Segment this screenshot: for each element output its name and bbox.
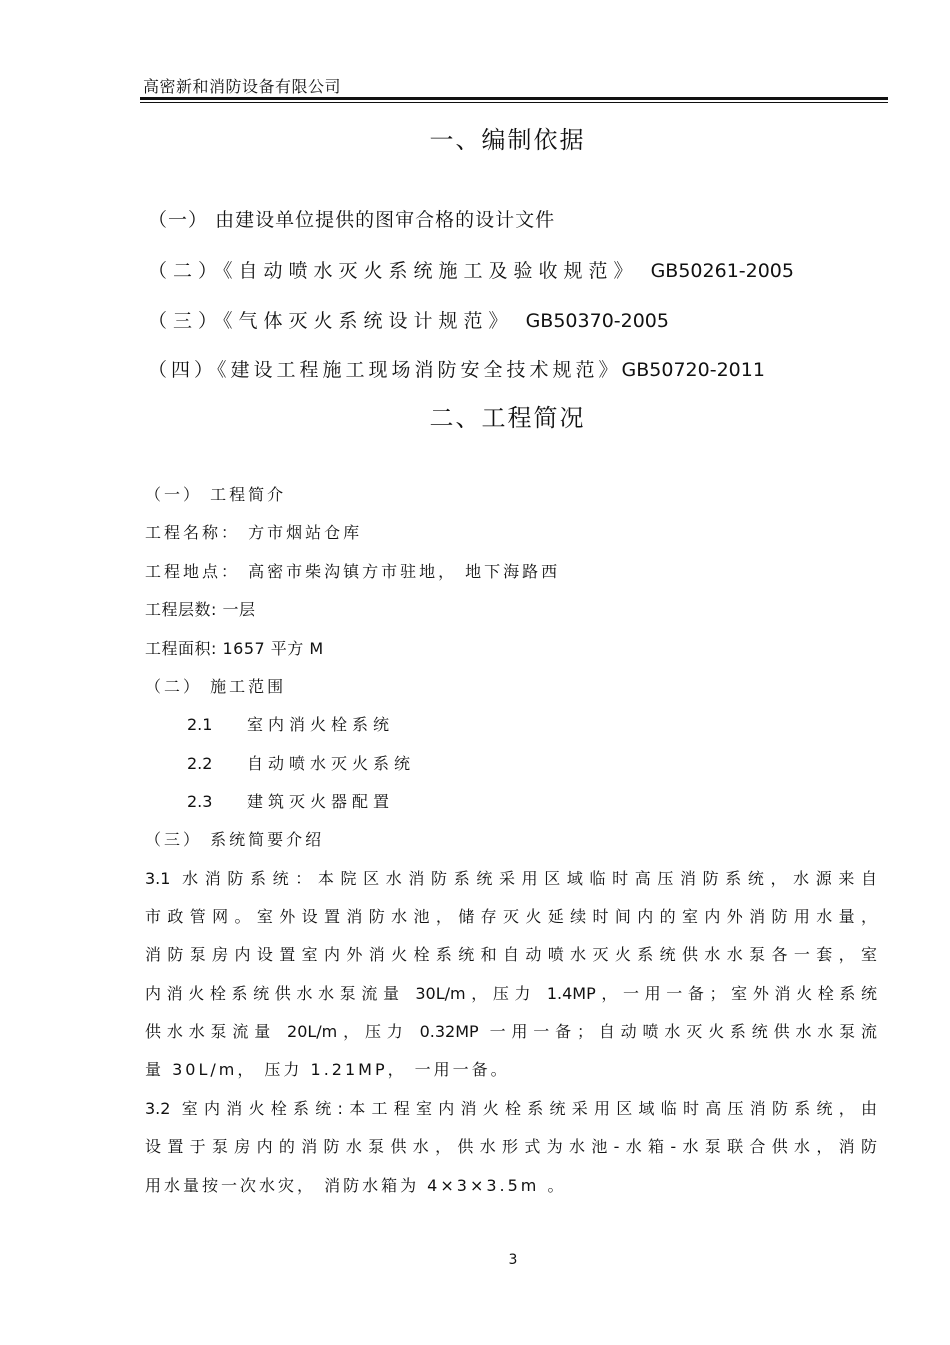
- para-3-1-line: 内消火栓系统供水水泵流量 30L/m，压力 1.4MP，一用一备；室外消火栓系统: [145, 984, 877, 1003]
- reference-item-1: [148, 205, 555, 232]
- para-3-1-line: 量 30L/m， 压力 1.21MP， 一用一备。: [145, 1060, 510, 1079]
- scope-item-text: 室内消火栓系统: [247, 715, 395, 734]
- project-location: 工程地点： 高密市柴沟镇方市驻地， 地下海路西: [145, 562, 561, 581]
- system-heading: （三） 系统简要介绍: [145, 830, 325, 849]
- reference-code: GB50720-2011: [621, 359, 765, 381]
- para-3-1-line: 消防泵房内设置室内外消火栓系统和自动喷水灭火系统供水水泵各一套，室: [145, 945, 877, 964]
- reference-label: （四）: [148, 359, 218, 381]
- section2-title: 二、工程简况: [429, 404, 586, 432]
- para-3-1-line: 3.1 水消防系统：本院区水消防系统采用区域临时高压消防系统，水源来自: [145, 869, 877, 888]
- reference-label: （三）: [148, 310, 224, 332]
- reference-item-4: [148, 355, 765, 382]
- para-3-2-line: 用水量按一次水灾， 消防水箱为 4×3×3.5m 。: [145, 1176, 567, 1195]
- reference-item-2: [148, 256, 794, 283]
- company-name: 高密新和消防设备有限公司: [143, 77, 342, 96]
- reference-code: GB50261-2005: [650, 260, 794, 282]
- scope-item-number: 2.3: [187, 792, 213, 811]
- scope-item-number: 2.1: [187, 715, 213, 734]
- para-3-2-line: 3.2 室内消火栓系统:本工程室内消火栓系统采用区域临时高压消防系统，由: [145, 1099, 877, 1118]
- reference-item-3: [148, 306, 669, 333]
- intro-heading: （一） 工程简介: [145, 485, 287, 504]
- reference-label: （一）: [148, 209, 209, 231]
- reference-text: 《自动喷水灭火系统施工及验收规范》: [223, 260, 639, 282]
- project-floors: 工程层数: 一层: [145, 600, 256, 619]
- para-3-1-line: 市政管网。室外设置消防水池，储存灭火延续时间内的室内外消防用水量，: [145, 907, 877, 926]
- project-area: 工程面积: 1657 平方 M: [145, 639, 324, 658]
- para-3-1-line: 供水水泵流量 20L/m，压力 0.32MP 一用一备；自动喷水灭火系统供水水泵流: [145, 1022, 877, 1041]
- reference-text: 《气体灭火系统设计规范》: [223, 310, 514, 332]
- section1-title: 一、编制依据: [429, 126, 586, 154]
- reference-text: 《建设工程施工现场消防安全技术规范》: [217, 359, 622, 381]
- reference-code: GB50370-2005: [525, 310, 669, 332]
- page-number: 3: [508, 1252, 518, 1268]
- scope-item-text: 自动喷水灭火系统: [247, 754, 416, 773]
- reference-text: 由建设单位提供的图审合格的设计文件: [215, 209, 556, 231]
- scope-item-number: 2.2: [187, 754, 213, 773]
- scope-item-2: [187, 751, 415, 774]
- scope-item-3: [187, 789, 394, 812]
- header-rule-thin: [140, 102, 888, 103]
- scope-item-1: [187, 712, 394, 735]
- scope-heading: （二） 施工范围: [145, 677, 287, 696]
- para-3-2-line: 设置于泵房内的消防水泵供水，供水形式为水池-水箱-水泵联合供水，消防: [145, 1137, 877, 1156]
- project-name: 工程名称： 方市烟站仓库: [145, 523, 363, 542]
- header-rule-thick: [140, 97, 888, 100]
- scope-item-text: 建筑灭火器配置: [247, 792, 395, 811]
- reference-label: （二）: [148, 260, 224, 282]
